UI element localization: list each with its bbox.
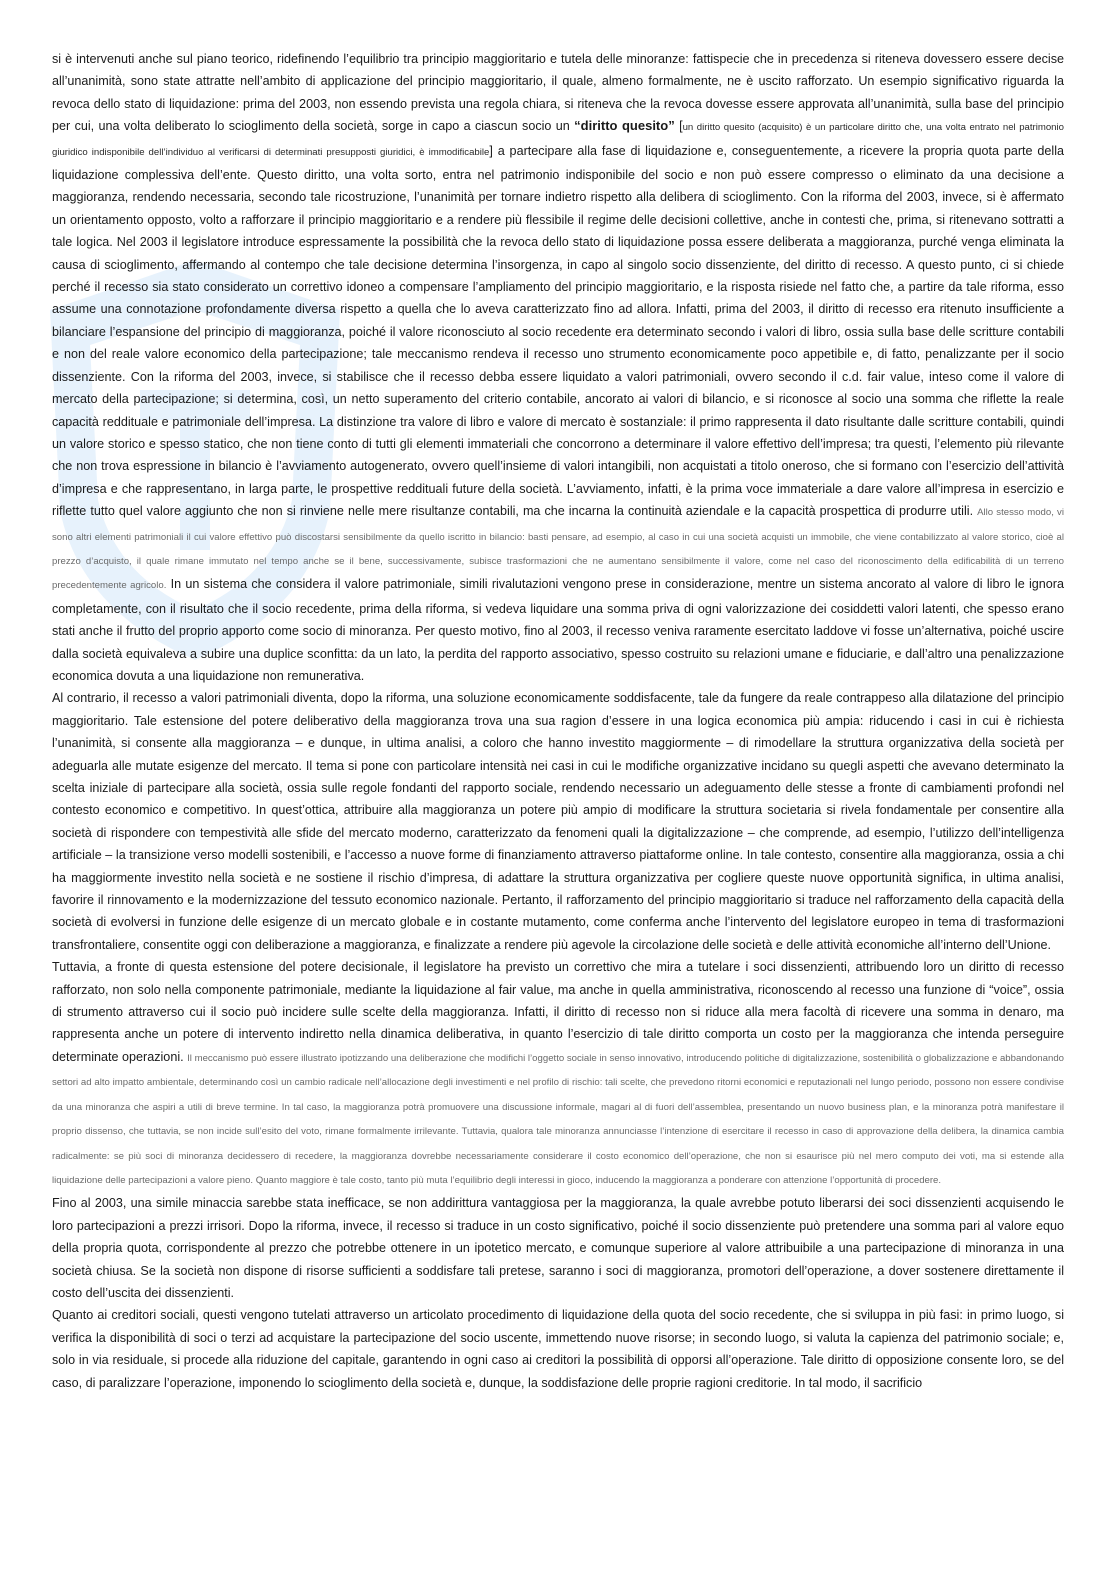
text-run: [ bbox=[674, 119, 683, 134]
text-run: Al contrario, il recesso a valori patrimoniali diventa, dopo la riforma, una soluzione economicamente soddisfacente, tale da fungere da reale contrappeso alla dilatazione del principio maggioritario. Tale estensione del potere deliberativo della maggioranza trova una sua ragion d’essere in una logica economica più ampia: riducendo i casi in cui è richiesta l’unanimità, si consente alla maggioranza – e dunque, in ultima analisi, a coloro che hanno investito maggiormente – di rimodellare la struttura organizzativa della società per adeguarla alle mutate esigenze del mercato. Il tema si pone con particolare intensità nei casi in cui le modifiche organizzative incidano su quegli aspetti che avevano determinato la scelta iniziale di partecipare alla società, ossia sulle regole fondanti del rapporto sociale, rendendo necessario un adeguamento delle stesse a fronte di cambiamenti profondi nel contesto economico e competitivo. In quest’ottica, attribuire alla maggioranza un potere più ampio di modificare la struttura societaria si rivela fondamentale per consentire alla società di rispondere con tempestività alle sfide del mercato moderno, caratterizzato da fenomeni quali la digitalizzazione – che comprende, ad esempio, l’utilizzo dell’intelligenza artificiale – la transizione verso modelli sostenibili, e l’accesso a nuove forme di finanziamento attraverso piattaforme online. In tale contesto, consentire alla maggioranza, ossia a chi ha maggiormente investito nella società e ne sostiene il rischio d’impresa, di adattare la struttura organizzativa per cogliere queste nuove opportunità significa, in ultima analisi, favorire il rinnovamento e la modernizzazione del tessuto economico nazionale. Pertanto, il rafforzamento del principio maggioritario si traduce nel rafforzamento della capacità della società di evolversi in funzione delle esigenze di un mercato globale e in costante mutamento, come conferma anche l’intervento del legislatore europeo in tema di trasformazioni transfrontaliere, consentite oggi con deliberazione a maggioranza, e finalizzate a rendere più agevole la circolazione delle società e delle attività economiche all’interno dell’Unione. bbox=[52, 691, 1064, 952]
document-page bbox=[52, 48, 1064, 1394]
text-run: In un sistema che considera il valore patrimoniale, simili rivalutazioni vengono prese in considerazione, mentre un sistema ancorato al valore di libro le ignora completamente, con il risultato che il socio recedente, prima della riforma, si vedeva liquidare una somma priva di ogni valorizzazione dei cosiddetti valori latenti, che spesso erano stati anche il frutto del proprio apporto come socio di minoranza. Per questo motivo, fino al 2003, il recesso veniva raramente esercitato laddove vi fosse un’alternativa, poiché uscire dalla società equivaleva a subire una duplice sconfitta: da un lato, la perdita del rapporto associativo, spesso costruito su relazioni umane e fiduciarie, e dall’altro una penalizzazione economica dovuta a una liquidazione non remunerativa. bbox=[52, 577, 1064, 683]
text-run: Tuttavia, a fronte di questa estensione del potere decisionale, il legislatore ha previsto un correttivo che mira a tutelare i soci dissenzienti, attribuendo loro un diritto di recesso rafforzato, non solo nella componente patrimoniale, mediante la liquidazione al fair value, ma anche in quella amministrativa, riconoscendo al recesso una funzione di “voice”, ossia di strumento attraverso cui il socio può incidere sulle scelte della maggioranza. Infatti, il diritto di recesso non si riduce alla mera facoltà di ricevere una somma in denaro, ma rappresenta anche un potere di intervento indiretto nella dinamica deliberativa, in quanto l’esercizio di tale diritto comporta un costo per la maggioranza che intenda perseguire determinate operazioni. bbox=[52, 960, 1064, 1064]
paragraph bbox=[52, 1304, 1064, 1394]
text-run: Fino al 2003, una simile minaccia sarebbe stata inefficace, se non addirittura vantaggiosa per la maggioranza, la quale avrebbe potuto liberarsi dei soci dissenzienti acquisendo le loro partecipazioni a prezzi irrisori. Dopo la riforma, invece, il recesso si traduce in un costo significativo, poiché il socio dissenziente può pretendere una somma pari al valore equo della propria quota, corrispondente al prezzo che potrebbe ottenere in un ipotetico mercato, e comunque superiore al valore attribuibile a una partecipazione di minoranza in una società chiusa. Se la società non dispone di risorse sufficienti a soddisfare tali pretese, saranno i soci di maggioranza, promotori dell’operazione, a dover sostenere direttamente il costo dell’uscita dei dissenzienti. bbox=[52, 1196, 1064, 1300]
paragraph bbox=[52, 48, 1064, 687]
text-run: si è intervenuti anche sul piano teorico, ridefinendo l’equilibrio tra principio maggioritario e tutela delle minoranze: fattispecie che in precedenza si riteneva dovessero essere decise all’unanimità, sono state attratte nell’ambito di applicazione del principio maggioritario, il quale, almeno formalmente, ne è uscito rafforzato. Un esempio significativo riguarda la revoca dello stato di liquidazione: prima del 2003, non essendo prevista una regola chiara, si riteneva che la revoca dovesse essere approvata all’unanimità, sulla base del principio per cui, una volta deliberato lo scioglimento della società, sorge in capo a ciascun socio un bbox=[52, 52, 1064, 134]
text-run-note: Il meccanismo può essere illustrato ipotizzando una deliberazione che modifichi l’oggetto sociale in senso innovativo, introducendo politiche di digitalizzazione, sostenibilità o globalizzazione e abbandonando settori ad alto impatto ambientale, determinando così un cambio radicale nell’allocazione degli investimenti e nel profilo di rischio: tali scelte, che prevedono ritorni economici e reputazionali nel lungo periodo, possono non essere condivise da una minoranza che aspiri a utili di breve termine. In tal caso, la maggioranza potrà promuovere una discussione informale, magari al di fuori dell’assemblea, presentando un nuovo business plan, e la minoranza potrà manifestare il proprio dissenso, che tuttavia, se non incide sull’esito del voto, rimane formalmente irrilevante. Tuttavia, qualora tale minoranza annunciasse l’intenzione di esercitare il recesso in caso di approvazione della delibera, la dinamica cambia radicalmente: se più soci di minoranza decidessero di recedere, la maggioranza dovrebbe necessariamente considerare il costo economico dell’operazione, che non si esaurisce più nel mero computo dei voti, ma si estende alla liquidazione delle partecipazioni a valore pieno. Quanto maggiore è tale costo, tanto più muta l’equilibrio degli interessi in gioco, inducendo la maggioranza a ponderare con attenzione l’opportunità di procedere. bbox=[52, 1052, 1064, 1186]
text-run-note: un diritto quesito (acquisito) è un particolare diritto che, una volta entrato nel patrimonio giuridico indisponibile dell’individuo al verificarsi di determinati presupposti giuridici, è immodificabile bbox=[52, 122, 1064, 158]
paragraph bbox=[52, 687, 1064, 956]
paragraph bbox=[52, 956, 1064, 1192]
text-run-bold: “diritto quesito” bbox=[574, 118, 675, 134]
text-run: ] a partecipare alla fase di liquidazione e, conseguentemente, a ricevere la propria quota parte della liquidazione complessiva dell’ente. Questo diritto, una volta sorto, entra nel patrimonio indisponibile del socio e non può essere compresso o eliminato da una decisione a maggioranza, rendendo necessaria, secondo tale ricostruzione, l’unanimità per tornare indietro rispetto alla delibera di scioglimento. Con la riforma del 2003, invece, si è affermato un orientamento opposto, volto a rafforzare il principio maggioritario e a rendere più flessibile il regime delle decisioni collettive, anche in contesti che, prima, si ritenevano sottratti a tale logica. Nel 2003 il legislatore introduce espressamente la possibilità che la revoca dello stato di liquidazione possa essere deliberata a maggioranza, purché venga eliminata la causa di scioglimento, affermando al contempo che tale decisione determina l’insorgenza, in capo al singolo socio dissenziente, del diritto di recesso. A questo punto, ci si chiede perché il recesso sia stato considerato un correttivo idoneo a compensare l’ampliamento del principio maggioritario, e la risposta risiede nel fatto che, a partire da tale riforma, esso assume una connotazione profondamente diversa rispetto a quella che lo aveva caratterizzato fino ad allora. Infatti, prima del 2003, il diritto di recesso era ritenuto insufficiente a bilanciare l’espansione del principio di maggioranza, poiché il valore riconosciuto al socio recedente era determinato secondo i valori di libro, ossia sulla base delle scritture contabili e non del reale valore economico della partecipazione; tale meccanismo rendeva il recesso uno strumento economicamente poco appetibile e, di fatto, penalizzante per il socio dissenziente. Con la riforma del 2003, invece, si stabilisce che il recesso debba essere liquidato a valori patrimoniali, ovvero secondo il c.d. fair value, inteso come il valore di mercato della partecipazione; si determina, così, un netto superamento del criterio contabile, ancorato ai valori di bilancio, e si riconosce al socio una somma che riflette la reale capacità reddituale e patrimoniale dell’impresa. La distinzione tra valore di libro e valore di mercato è sostanziale: il primo rappresenta il dato risultante dalle scritture contabili, quindi un valore storico e spesso statico, che non tiene conto di tutti gli elementi immateriali che concorrono a determinare il valore effettivo dell’impresa; tra questi, l’elemento più rilevante che non trova espressione in bilancio è l’avviamento autogenerato, ovvero quell’insieme di valori intangibili, non acquistati a titolo oneroso, che si formano con l’esercizio dell’attività d’impresa e che rappresentano, in larga parte, le prospettive reddituali future della società. L’avviamento, infatti, è la prima voce immateriale a dare valore all’impresa in esercizio e riflette tutto quel valore aggiunto che non si rinviene nelle mere risultanze contabili, ma che incarna la continuità aziendale e la capacità prospettica di produrre utili. bbox=[52, 143, 1064, 519]
paragraph bbox=[52, 1192, 1064, 1304]
text-run: Quanto ai creditori sociali, questi vengono tutelati attraverso un articolato procedimento di liquidazione della quota del socio recedente, che si sviluppa in più fasi: in primo luogo, si verifica la disponibilità di soci o terzi ad acquistare la partecipazione del socio uscente, immettendo nuove risorse; in secondo luogo, si valuta la capienza del patrimonio sociale; e, solo in via residuale, si procede alla riduzione del capitale, garantendo in ogni caso ai creditori la possibilità di opporsi all’operazione. Tale diritto di opposizione consente loro, se del caso, di paralizzare l’operazione, imponendo lo scioglimento della società e, dunque, la soddisfazione delle proprie ragioni creditorie. In tal modo, il sacrificio bbox=[52, 1308, 1064, 1390]
text-run-note: Allo stesso modo, vi sono altri elementi patrimoniali il cui valore effettivo può discostarsi sensibilmente da quello iscritto in bilancio: basti pensare, ad esempio, al caso in cui una società acquisti un immobile, che viene contabilizzato al valore storico, cioè al prezzo d’acquisto, il quale rimane immutato nel tempo anche se il bene, successivamente, subisce trasformazioni che ne aumentano sensibilmente il valore, come nel caso del riconoscimento della edificabilità di un terreno precedentemente agricolo. bbox=[52, 507, 1064, 592]
